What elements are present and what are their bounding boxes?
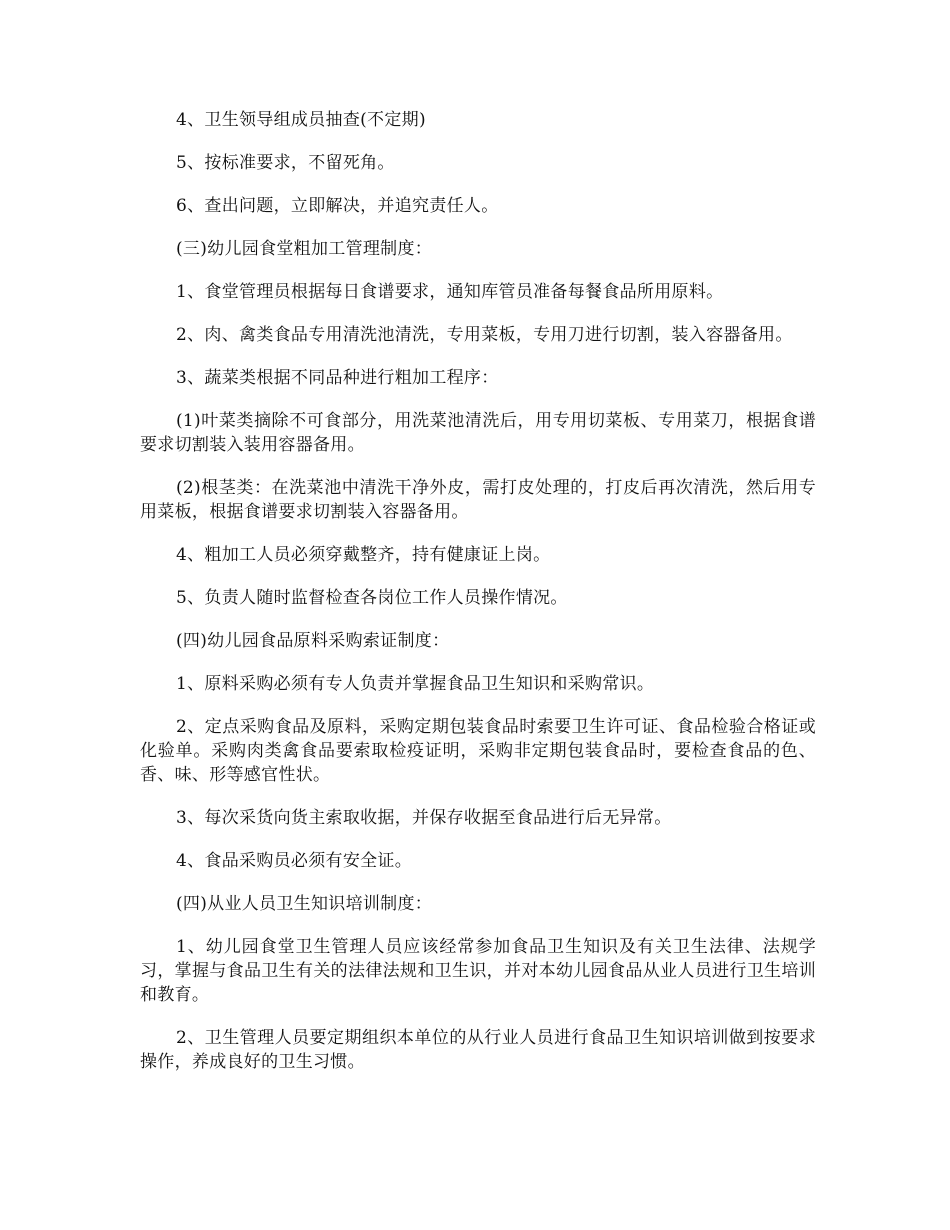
paragraph: 5、负责人随时监督检查各岗位工作人员操作情况。 bbox=[176, 588, 568, 608]
paragraph: 3、蔬菜类根据不同品种进行粗加工程序： bbox=[176, 368, 499, 388]
paragraph: 1、原料采购必须有专人负责并掌握食品卫生知识和采购常识。 bbox=[176, 674, 655, 694]
paragraph: 3、每次采货向货主索取收据，并保存收据至食品进行后无异常。 bbox=[176, 808, 672, 828]
paragraph: 1、幼儿园食堂卫生管理人员应该经常参加食品卫生知识及有关卫生法律、法规学习，掌握与食品卫生有关的法律法规和卫生识，并对本幼儿园食品从业人员进行卫生培训和教育。 bbox=[140, 937, 816, 1005]
paragraph: 4、食品采购员必须有安全证。 bbox=[176, 851, 413, 871]
paragraph: 2、定点采购食品及原料，采购定期包装食品时索要卫生许可证、食品检验合格证或化验单。采购肉类禽食品要索取检疫证明，采购非定期包装食品时，要检查食品的色、香、味、形等感官性状。 bbox=[140, 717, 816, 785]
section-heading: (四)幼儿园食品原料采购索证制度： bbox=[176, 631, 450, 651]
paragraph: (2)根茎类：在洗菜池中清洗干净外皮，需打皮处理的，打皮后再次清洗，然后用专用菜板，根据食谱要求切割装入容器备用。 bbox=[140, 478, 816, 522]
paragraph: 1、食堂管理员根据每日食谱要求，通知库管员准备每餐食品所用原料。 bbox=[176, 282, 724, 302]
paragraph: 4、粗加工人员必须穿戴整齐，持有健康证上岗。 bbox=[176, 545, 551, 565]
section-heading: (三)幼儿园食堂粗加工管理制度： bbox=[176, 239, 433, 259]
paragraph: 5、按标准要求，不留死角。 bbox=[176, 153, 395, 173]
paragraph: 4、卫生领导组成员抽查(不定期) bbox=[176, 110, 426, 130]
section-heading: (四)从业人员卫生知识培训制度： bbox=[176, 894, 433, 914]
document-body bbox=[140, 108, 816, 1093]
paragraph: 6、查出问题，立即解决，并追究责任人。 bbox=[176, 196, 499, 216]
paragraph: 2、卫生管理人员要定期组织本单位的从行业人员进行食品卫生知识培训做到按要求操作，养成良好的卫生习惯。 bbox=[140, 1028, 816, 1072]
paragraph: (1)叶菜类摘除不可食部分，用洗菜池清洗后，用专用切菜板、专用菜刀，根据食谱要求切割装入装用容器备用。 bbox=[140, 411, 816, 455]
paragraph: 2、肉、禽类食品专用清洗池清洗，专用菜板，专用刀进行切割，装入容器备用。 bbox=[176, 325, 793, 345]
